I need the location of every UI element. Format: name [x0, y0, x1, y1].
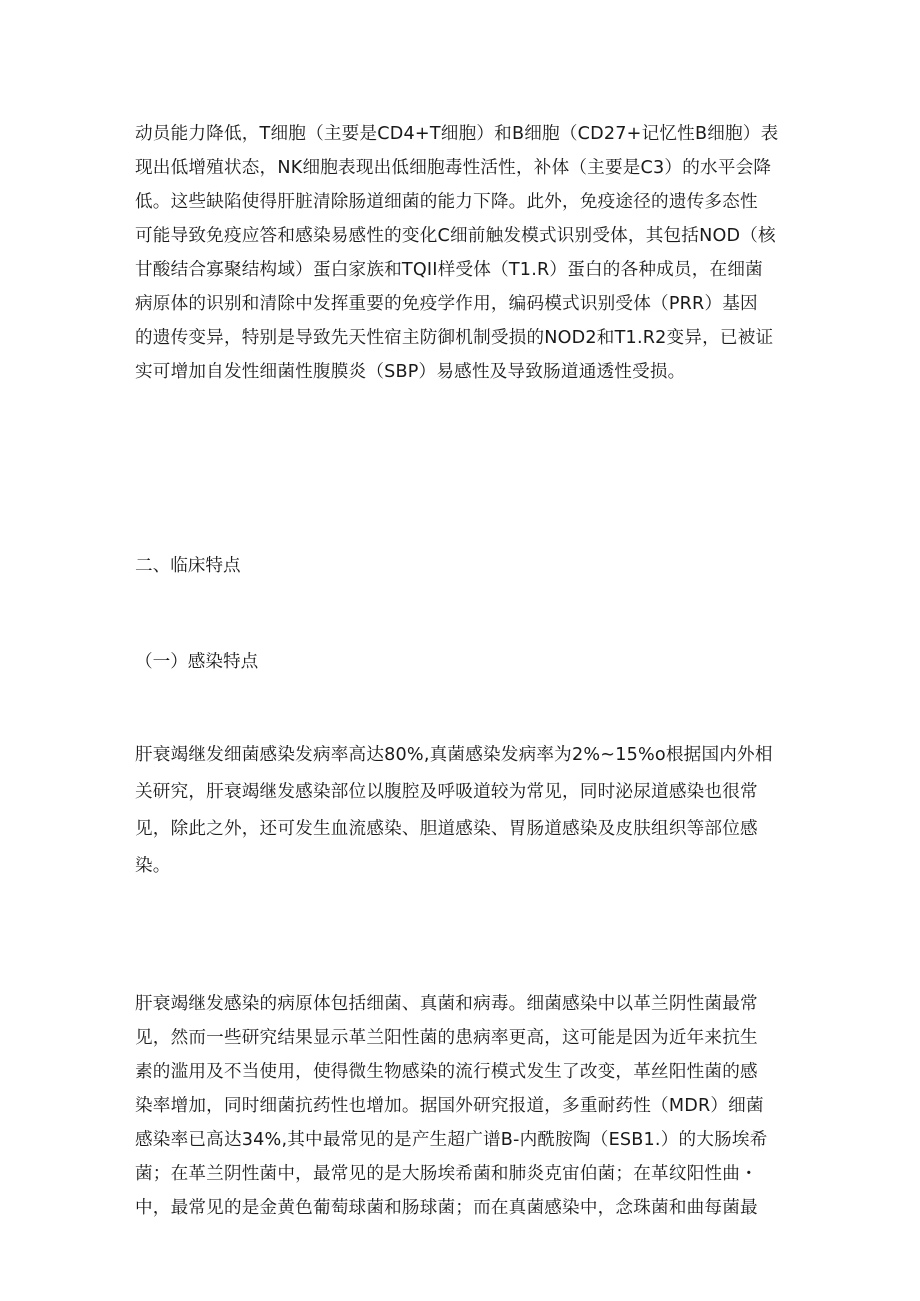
- text-line: 中，最常见的是金黄色葡萄球菌和肠球菌；而在真菌感染中，念珠菌和曲每菌最: [135, 1198, 758, 1218]
- text-line: 感染率已高达34%,其中最常见的是产生超广谱B-内酰胺陶（ESB1.）的大肠埃希: [135, 1130, 768, 1150]
- text-line: 病原体的识别和清除中发挥重要的免疫学作用，编码模式识别受体（PRR）基因: [135, 294, 758, 314]
- text-line: 关研究，肝衰竭继发感染部位以腹腔及呼吸道较为常见，同时泌尿道感染也很常: [135, 782, 758, 802]
- text-line: 的遗传变异，特别是导致先天性宿主防御机制受损的NOD2和T1.R2变异，已被证: [135, 328, 774, 348]
- subsection-heading: [135, 645, 785, 679]
- paragraph-immune-deficiency: [135, 117, 785, 389]
- text-line: 菌；在革兰阴性菌中，最常见的是大肠埃希菌和肺炎克宙伯菌；在革纹阳性曲・: [135, 1164, 758, 1184]
- text-line: 可能导致免疫应答和感染易感性的变化C细前触发模式识别受体，其包括NOD（核: [135, 226, 776, 246]
- text-line: 甘酸结合寡聚结构域）蛋白家族和TQII样受体（T1.R）蛋白的各种成员，在细菌: [135, 260, 763, 280]
- text-line: 低。这些缺陷使得肝脏清除肠道细菌的能力下降。此外，免疫途径的遗传多态性: [135, 192, 758, 212]
- text-line: 染率增加，同时细菌抗药性也增加。据国外研究报道，多重耐药性（MDR）细菌: [135, 1096, 764, 1116]
- section-heading-text: 二、临床特点: [135, 556, 241, 576]
- text-line: 染。: [135, 856, 171, 876]
- subsection-heading-text: （一）感染特点: [135, 652, 259, 672]
- text-line: 见，然而一些研究结果显示革兰阳性菌的患病率更高，这可能是因为近年来抗生: [135, 1028, 758, 1048]
- text-line: 见，除此之外，还可发生血流感染、胆道感染、胃肠道感染及皮肤组织等部位感: [135, 819, 758, 839]
- paragraph-pathogens: [135, 987, 785, 1225]
- paragraph-infection-features: [135, 737, 785, 885]
- text-line: 素的滥用及不当使用，使得微生物感染的流行模式发生了改变，革丝阳性菌的感: [135, 1062, 758, 1082]
- text-line: 肝衰竭继发感染的病原体包括细菌、真菌和病毒。细菌感染中以革兰阴性菌最常: [135, 994, 758, 1014]
- text-line: 实可增加自发性细菌性腹膜炎（SBP）易感性及导致肠道通透性受损。: [135, 362, 686, 382]
- text-line: 现出低增殖状态，NK细胞表现出低细胞毒性活性，补体（主要是C3）的水平会降: [135, 158, 772, 178]
- text-line: 肝衰竭继发细菌感染发病率高达80%,真菌感染发病率为2%~15%o根据国内外相: [135, 745, 773, 765]
- section-heading: [135, 549, 785, 583]
- text-line: 动员能力降低，T细胞（主要是CD4+T细胞）和B细胞（CD27+记忆性B细胞）表: [135, 124, 779, 144]
